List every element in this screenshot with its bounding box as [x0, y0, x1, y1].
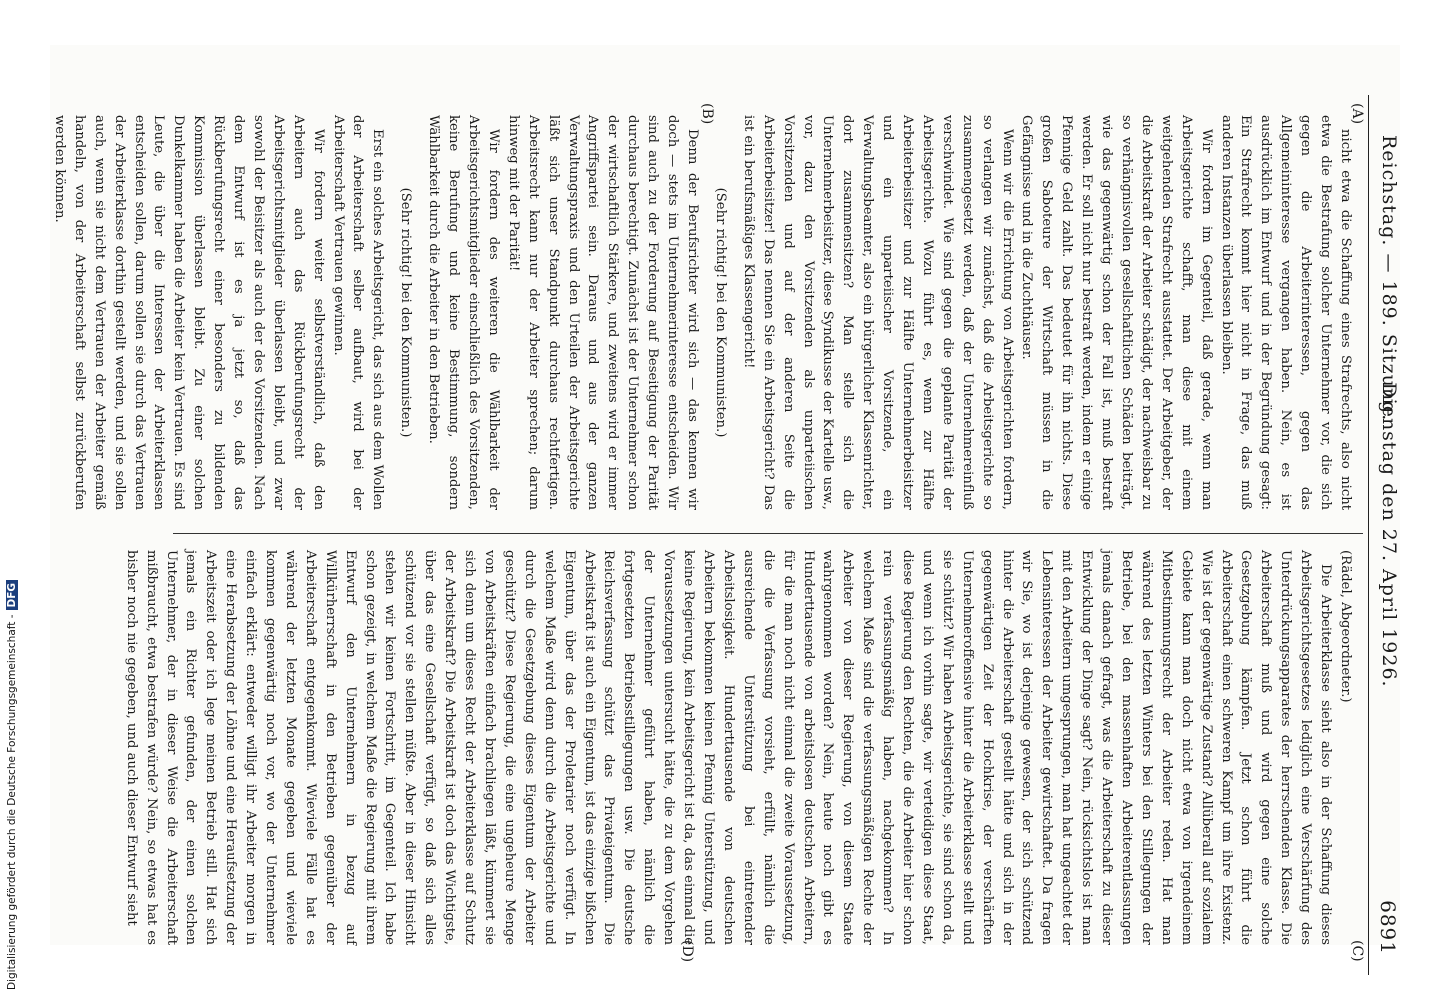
paragraph: Wir fordern des weiteren die Wählbarkeit der Arbeitsgerichtsmitglieder einschließlich des Vorsitzenden, keine Berufung und keine Bestimmung, sondern Wählbarkeit durch die Arbeiter in den Betrieben. [426, 115, 501, 510]
speaker-line: (Rädel, Abgeordneter.) [1338, 550, 1353, 703]
interjection: (Sehr richtig! bei den Kommunisten.) [712, 187, 728, 438]
dfg-logo: DFG [6, 580, 18, 611]
column-right [49, 115, 1355, 510]
paragraph: nicht etwa die Schaffung eines Strafrechts, also nicht etwa die Bestrafung solcher Unternehmer vor, die sich gegen die Arbeiterinteressen, gegen das Allgemeininteresse vergangen haben. Nein, es ist ausdrücklich im Entwurf und in der Begründung gesagt: Ein Strafrecht kommt hier nicht in Frage, das muß anderen Instanzen überlassen bleiben. [1218, 115, 1353, 510]
digitization-credit [6, 582, 20, 990]
rotated-page-content [51, 95, 1405, 975]
margin-marker-d: (D) [679, 940, 695, 963]
header-date: Dienstag den 27. April 1926. [1378, 382, 1400, 688]
page-number: 6891 [1376, 900, 1400, 955]
column-left [121, 550, 1355, 945]
paragraph: Die Arbeiterklasse sieht also in der Schaffung dieses Arbeitsgerichtsgesetzes lediglich eine Verschärfung des Unterdrückungsapparates der herrschenden Klasse. Die Arbeiterschaft muß und wird gegen eine solche Gesetzgebung kämpfen. Jetzt schon führt die Arbeiterschaft einen schweren Kampf um ihre Existenz. Wie ist der gegenwärtige Zustand? Allüberall auf sozialem Gebiete kann man doch nicht etwa von irgendeinem Mitbestimmungsrecht der Arbeiter reden. Hat man während des letzten Winters bei den Stillegungen der Betriebe, bei den massenhaften Arbeiterentlassungen jemals danach gefragt, was die Arbeiterschaft zu dieser Entwicklung der Dinge sagt? Nein, rücksichtslos ist man mit den Arbeitern umgesprungen, man hat ungeachtet der Lebensinteressen der Arbeiter gewirtschaftet. Da fragen wir Sie, wo ist derjenige gewesen, der sich schützend hinter die Arbeiterschaft gestellt hätte und sich in der gegenwärtigen Zeit der Hochkrise, der verschärften Unternehmeroffensive hinter die Arbeiterklasse stellt und sie schützt? Wir haben Arbeitsgerichte, sie sind schon da, und wenn ich vorhin sagte, wir verteidigen diese Staat, diese Regierung den Rechten, die die Arbeiter hier schon rein verfassungsmäßig haben, nachgekommen? In welchem Maße sind die verfassungsmäßigen Rechte der Arbeiter von dieser Regierung, von diesem Staate wahrgenommen worden? Nein, heute noch gibt es Hunderttausende von arbeitslosen deutschen Arbeitern, für die man noch nicht einmal die zweite Voraussetzung, die die Verfassung vorsieht, erfüllt, nämlich die ausreichende Unterstützung bei eintretender Arbeitslosigkeit. Hunderttausende von deutschen Arbeitern bekommen keinen Pfennig Unterstützung, und keine Regierung, kein Arbeitsgericht ist da, das einmal die Voraussetzungen untersucht hätte, die zu dem Vorgehen der Unternehmer geführt haben, nämlich die fortgesetzten Betriebsstillegungen usw. Die deutsche Reichsverfassung schützt das Privateigentum. Die Arbeitskraft ist auch ein Eigentum, ist das einzige bißchen Eigentum, über das der Proletarier noch verfügt. In welchem Maße wird denn durch die Arbeitsgerichte und durch die Gesetzgebung dieses Eigentum der Arbeiter geschützt? Diese Regierung, die eine ungeheure Menge von Arbeitskräften einfach brachliegen läßt, kümmert sie sich denn um dieses Recht der Arbeiterklasse auf Schutz der Arbeitskraft? Die Arbeitskraft ist doch das Wichtigste, über das eine Gesellschaft verfügt, so daß sich alles schützend vor sie stellen müßte. Aber in dieser Hinsicht stehen wir keinen Fortschritt, im Gegenteil. Ich habe schon gezeigt, in welchem Maße die Regierung mit ihrem Entwurf den Unternehmern in bezug auf Willkürherrschaft in den Betrieben gegenüber der Arbeiterschaft entgegenkommt. Wieviele Fälle hat es während der letzten Monate gegeben und wieviele kommen gegenwärtig noch vor, wo der Unternehmer einfach erklärt: entweder willigt ihr Arbeiter morgen in eine Herabsetzung der Löhne und eine Heraufsetzung der Arbeitszeit oder ich lege meinen Betrieb still. Hat sich jemals ein Richter gefunden, der einen solchen Unternehmer, der in dieser Weise die Arbeiterschaft mißbraucht, etwa bestrafen würde? Nein, so etwas hat es bisher noch nie gegeben, und auch dieser Entwurf sieht [123, 550, 1334, 945]
paragraph: Erst ein solches Arbeitsgericht, das sich aus dem Wollen der Arbeiterschaft selber aufbaut, wird bei der Arbeiterschaft Vertrauen gewinnen. [330, 115, 386, 510]
paragraph: Wir fordern im Gegenteil, daß gerade, wenn man Arbeitsgerichte schafft, man diese mit einem weitgehenden Strafrecht ausstattet. Der Arbeitgeber, der die Arbeitskraft der Arbeiter schädigt, der nachweisbar zu so verhängnisvollen gesellschaftlichen Schäden beiträgt, wie das gegenwärtig schon der Fall ist, muß bestraft werden. Er soll nicht nur bestraft werden, indem er einige Pfennige Geld zahlt. Das bedeutet für ihn nichts. Diese großen Saboteure der Wirtschaft müssen in die Gefängnisse und in die Zuchthäuser. [1019, 115, 1214, 510]
scanned-page [50, 45, 1400, 963]
header-session: Reichstag. — 189. Sitzung. [1378, 135, 1400, 422]
column-divider [173, 533, 1363, 534]
paragraph: Wenn wir die Errichtung von Arbeitsgerichten fordern, so verlangen wir zunächst, daß die Arbeitsgerichte so zusammengesetzt werden, daß der Unternehmereinfluß verschwindet. Wie sind gegen die geplante Parität der Arbeitsgerichte. Wozu führt es, wenn zur Hälfte Arbeiterbeisitzer und zur Hälfte Unternehmerbeisitzer und ein unparteiischer Vorsitzende, ein Verwaltungsbeamter, also ein bürgerlicher Klassenrichter, dort zusammensitzen? Man stelle sich die Unternehmerbeisitzer, diese Syndikusse der Kartelle usw., vor, dazu den Vorsitzenden als unparteiischen Vorsitzenden und auf der anderen Seite die Arbeiterbeisitzer! Das nennen Sie ein Arbeitsgericht? Das ist ein berufsmäßiges Klassengericht! [740, 115, 1015, 510]
credit-text: Digitalisierung gefördert durch die Deutsche Forschungsgemeinschaft - [6, 614, 18, 990]
paragraph: Denn der Berufsrichter wird sich — das kennen wir doch — stets im Unternehmerinteresse entscheiden. Wir sind auch zu der Forderung auf Beseitigung der Parität durchaus berechtigt. Zunächst ist der Unternehmer schon der wirtschaftlich Stärkere, und zweitens wird er immer Angriffspartei sein. Daraus und aus der ganzen Verwaltungspraxis und den Urteilen der Arbeitsgerichte läßt sich unser Standpunkt durchaus rechtfertigen. Arbeitsrecht kann nur der Arbeiter sprechen; darum hinweg mit der Parität! [505, 115, 700, 510]
interjection: (Sehr richtig! bei den Kommunisten.) [398, 187, 414, 438]
margin-marker-c: (C) [1349, 940, 1365, 962]
running-header [1368, 95, 1405, 975]
margin-marker-a: (A) [1349, 103, 1365, 125]
paragraph: Wir fordern weiter selbstverständlich, daß den Arbeitern auch das Rückberufungsrecht der Arbeitsgerichtsmitglieder überlassen bleibt, und zwar sowohl der Beisitzer als auch der des Vorsitzenden. Nach dem Entwurf ist es ja jetzt so, daß das Rückberufungsrecht einer besonders zu bildenden Kommission überlassen bleibt. Zu einer solchen Dunkelkammer haben die Arbeiter kein Vertrauen. Es sind Leute, die über die Interessen der Arbeiterklassen entscheiden sollen, darum sollen sie durch das Vertrauen der Arbeiterklasse dorthin gestellt werden, und sie sollen auch, wenn sie nicht dem Vertrauen der Arbeiter gemäß handeln, von der Arbeiterschaft selbst zurückberufen werden können. [51, 115, 326, 510]
margin-marker-b: (B) [699, 103, 715, 125]
